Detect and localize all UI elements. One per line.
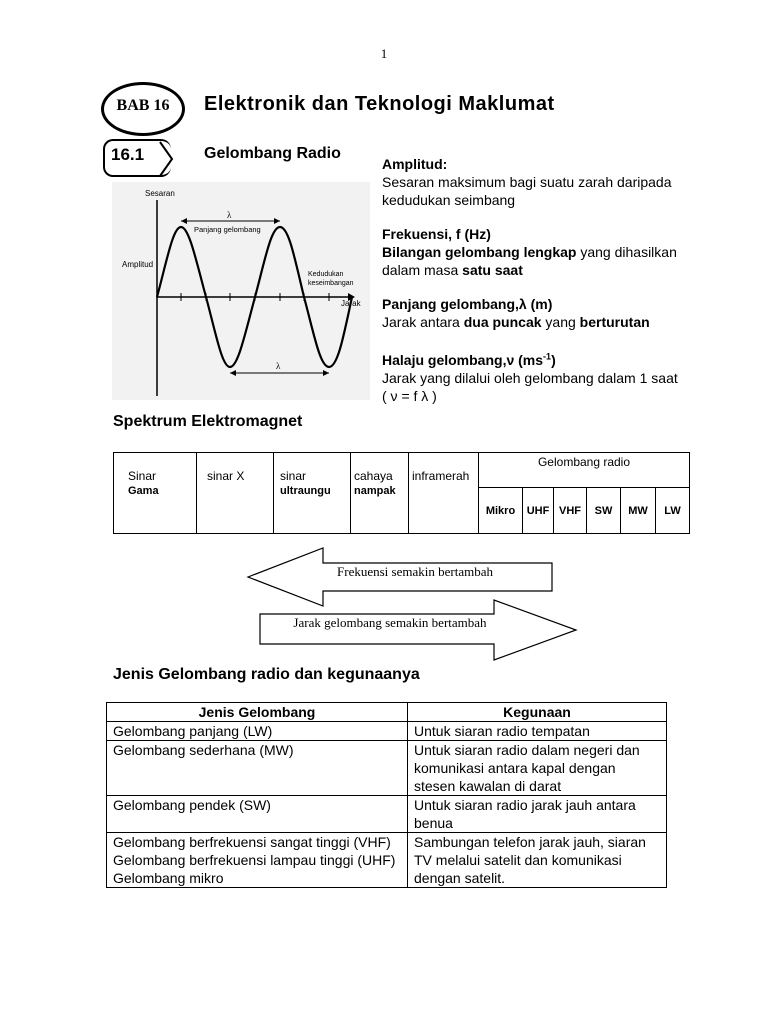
frequency-arrow-text: Frekuensi semakin bertambah bbox=[337, 564, 493, 579]
spectrum-xray-line1: sinar X bbox=[207, 469, 245, 483]
definition-halaju-text: Jarak yang dilalui oleh gelombang dalam 1 saat ( ν = f λ ) bbox=[382, 369, 678, 404]
definition-halaju-title-text: Halaju gelombang,ν (ms bbox=[382, 351, 544, 368]
uses-table bbox=[106, 702, 667, 888]
page-number: 1 bbox=[380, 46, 388, 61]
spectrum-cell-visible bbox=[351, 453, 409, 534]
uses-use-cell: Sambungan telefon jarak jauh, siaran TV melalui satelit dan komunikasi dengan satelit. bbox=[408, 833, 667, 888]
uses-header-use: Kegunaan bbox=[408, 703, 667, 722]
equilibrium-label-line2: keseimbangan bbox=[308, 280, 354, 287]
definition-panjang bbox=[382, 295, 682, 331]
spectrum-gamma-line2: Gama bbox=[128, 485, 159, 497]
table-row bbox=[107, 722, 667, 741]
section-number: 16.1 bbox=[111, 145, 145, 164]
spectrum-radio-vhf: VHF bbox=[554, 488, 587, 534]
uses-type-micro: Gelombang mikro bbox=[113, 870, 224, 886]
displacement-label: Sesaran bbox=[145, 189, 175, 198]
distance-label: Jarak bbox=[341, 299, 361, 308]
wave-diagram bbox=[112, 182, 370, 400]
wavelength-label: Panjang gelombang bbox=[194, 225, 261, 234]
equilibrium-label-line1: Kedudukan bbox=[308, 271, 344, 278]
definition-amplitud-text: Sesaran maksimum bagi suatu zarah daripada kedudukan seimbang bbox=[382, 174, 672, 208]
section-badge-arrow-icon bbox=[158, 141, 174, 177]
uses-type-cell: Gelombang sederhana (MW) bbox=[107, 741, 408, 796]
definition-panjang-text1: Jarak antara bbox=[382, 314, 464, 330]
spectrum-gamma-line1: Sinar bbox=[128, 469, 157, 483]
uses-use-cell: Untuk siaran radio jarak jauh antara benua bbox=[408, 796, 667, 833]
lambda-label-top: λ bbox=[227, 210, 232, 220]
definition-frekuensi bbox=[382, 225, 682, 279]
table-row bbox=[107, 796, 667, 833]
uses-use-cell: Untuk siaran radio dalam negeri dan komunikasi antara kapal dengan stesen kawalan di darat bbox=[408, 741, 667, 796]
uses-type-vhf: Gelombang berfrekuensi sangat tinggi (VHF) bbox=[113, 834, 391, 850]
spectrum-visible-line1: cahaya bbox=[354, 469, 393, 483]
definition-panjang-bold: dua puncak bbox=[463, 314, 542, 330]
spectrum-infrared-line1: inframerah bbox=[412, 469, 470, 483]
chapter-title: Elektronik dan Teknologi Maklumat bbox=[204, 93, 555, 115]
chapter-badge-label: BAB 16 bbox=[116, 97, 170, 114]
definitions bbox=[382, 155, 682, 421]
amplitude-label: Amplitud bbox=[122, 260, 154, 269]
uses-use-cell: Untuk siaran radio tempatan bbox=[408, 722, 667, 741]
definition-frekuensi-bold: Bilangan gelombang lengkap bbox=[382, 244, 577, 260]
spectrum-radio-lw: LW bbox=[656, 488, 690, 534]
uses-heading: Jenis Gelombang radio dan kegunaanya bbox=[113, 666, 420, 683]
definition-panjang-title: Panjang gelombang,λ (m) bbox=[382, 296, 553, 312]
wavelength-arrow-text: Jarak gelombang semakin bertambah bbox=[293, 615, 487, 630]
definition-frekuensi-bold2: satu saat bbox=[462, 262, 523, 278]
definition-amplitud bbox=[382, 155, 682, 209]
definition-panjang-bold2: berturutan bbox=[579, 314, 650, 330]
spectrum-cell-gamma bbox=[114, 453, 197, 534]
definition-panjang-text2: yang bbox=[541, 314, 580, 330]
definition-amplitud-title: Amplitud: bbox=[382, 156, 448, 172]
spectrum-cell-infrared bbox=[409, 453, 479, 534]
table-row bbox=[107, 833, 667, 888]
spectrum-radio-micro: Mikro bbox=[479, 488, 523, 534]
spectrum-uv-line2: ultraungu bbox=[280, 485, 331, 497]
uses-header-row bbox=[107, 703, 667, 722]
uses-type-cell: Gelombang pendek (SW) bbox=[107, 796, 408, 833]
spectrum-uv-line1: sinar bbox=[280, 469, 307, 483]
definition-frekuensi-title: Frekuensi, f (Hz) bbox=[382, 226, 491, 242]
spectrum-radio-uhf: UHF bbox=[523, 488, 554, 534]
lambda-label-bottom: λ bbox=[276, 361, 281, 371]
uses-type-cell: Gelombang panjang (LW) bbox=[107, 722, 408, 741]
definition-halaju-title-end: ) bbox=[551, 351, 556, 368]
definition-halaju-title bbox=[382, 352, 556, 368]
definition-halaju-sup: -1 bbox=[543, 351, 552, 361]
uses-type-uhf: Gelombang berfrekuensi lampau tinggi (UHF) bbox=[113, 852, 396, 868]
spectrum-cell-uv bbox=[274, 453, 351, 534]
definition-halaju bbox=[382, 347, 682, 405]
spectrum-visible-line2: nampak bbox=[354, 485, 396, 497]
spectrum-heading: Spektrum Elektromagnet bbox=[113, 413, 303, 430]
spectrum-radio-mw: MW bbox=[621, 488, 656, 534]
spectrum-radio-sw: SW bbox=[587, 488, 621, 534]
uses-header-type: Jenis Gelombang bbox=[107, 703, 408, 722]
section-title: Gelombang Radio bbox=[204, 145, 341, 162]
definition-frekuensi-text: yang dihasilkan dalam masa bbox=[382, 244, 677, 278]
spectrum-cell-xray bbox=[197, 453, 274, 534]
table-row bbox=[107, 741, 667, 796]
uses-type-cell bbox=[107, 833, 408, 888]
spectrum-radio-header: Gelombang radio bbox=[479, 453, 690, 488]
spectrum-table bbox=[113, 452, 690, 534]
